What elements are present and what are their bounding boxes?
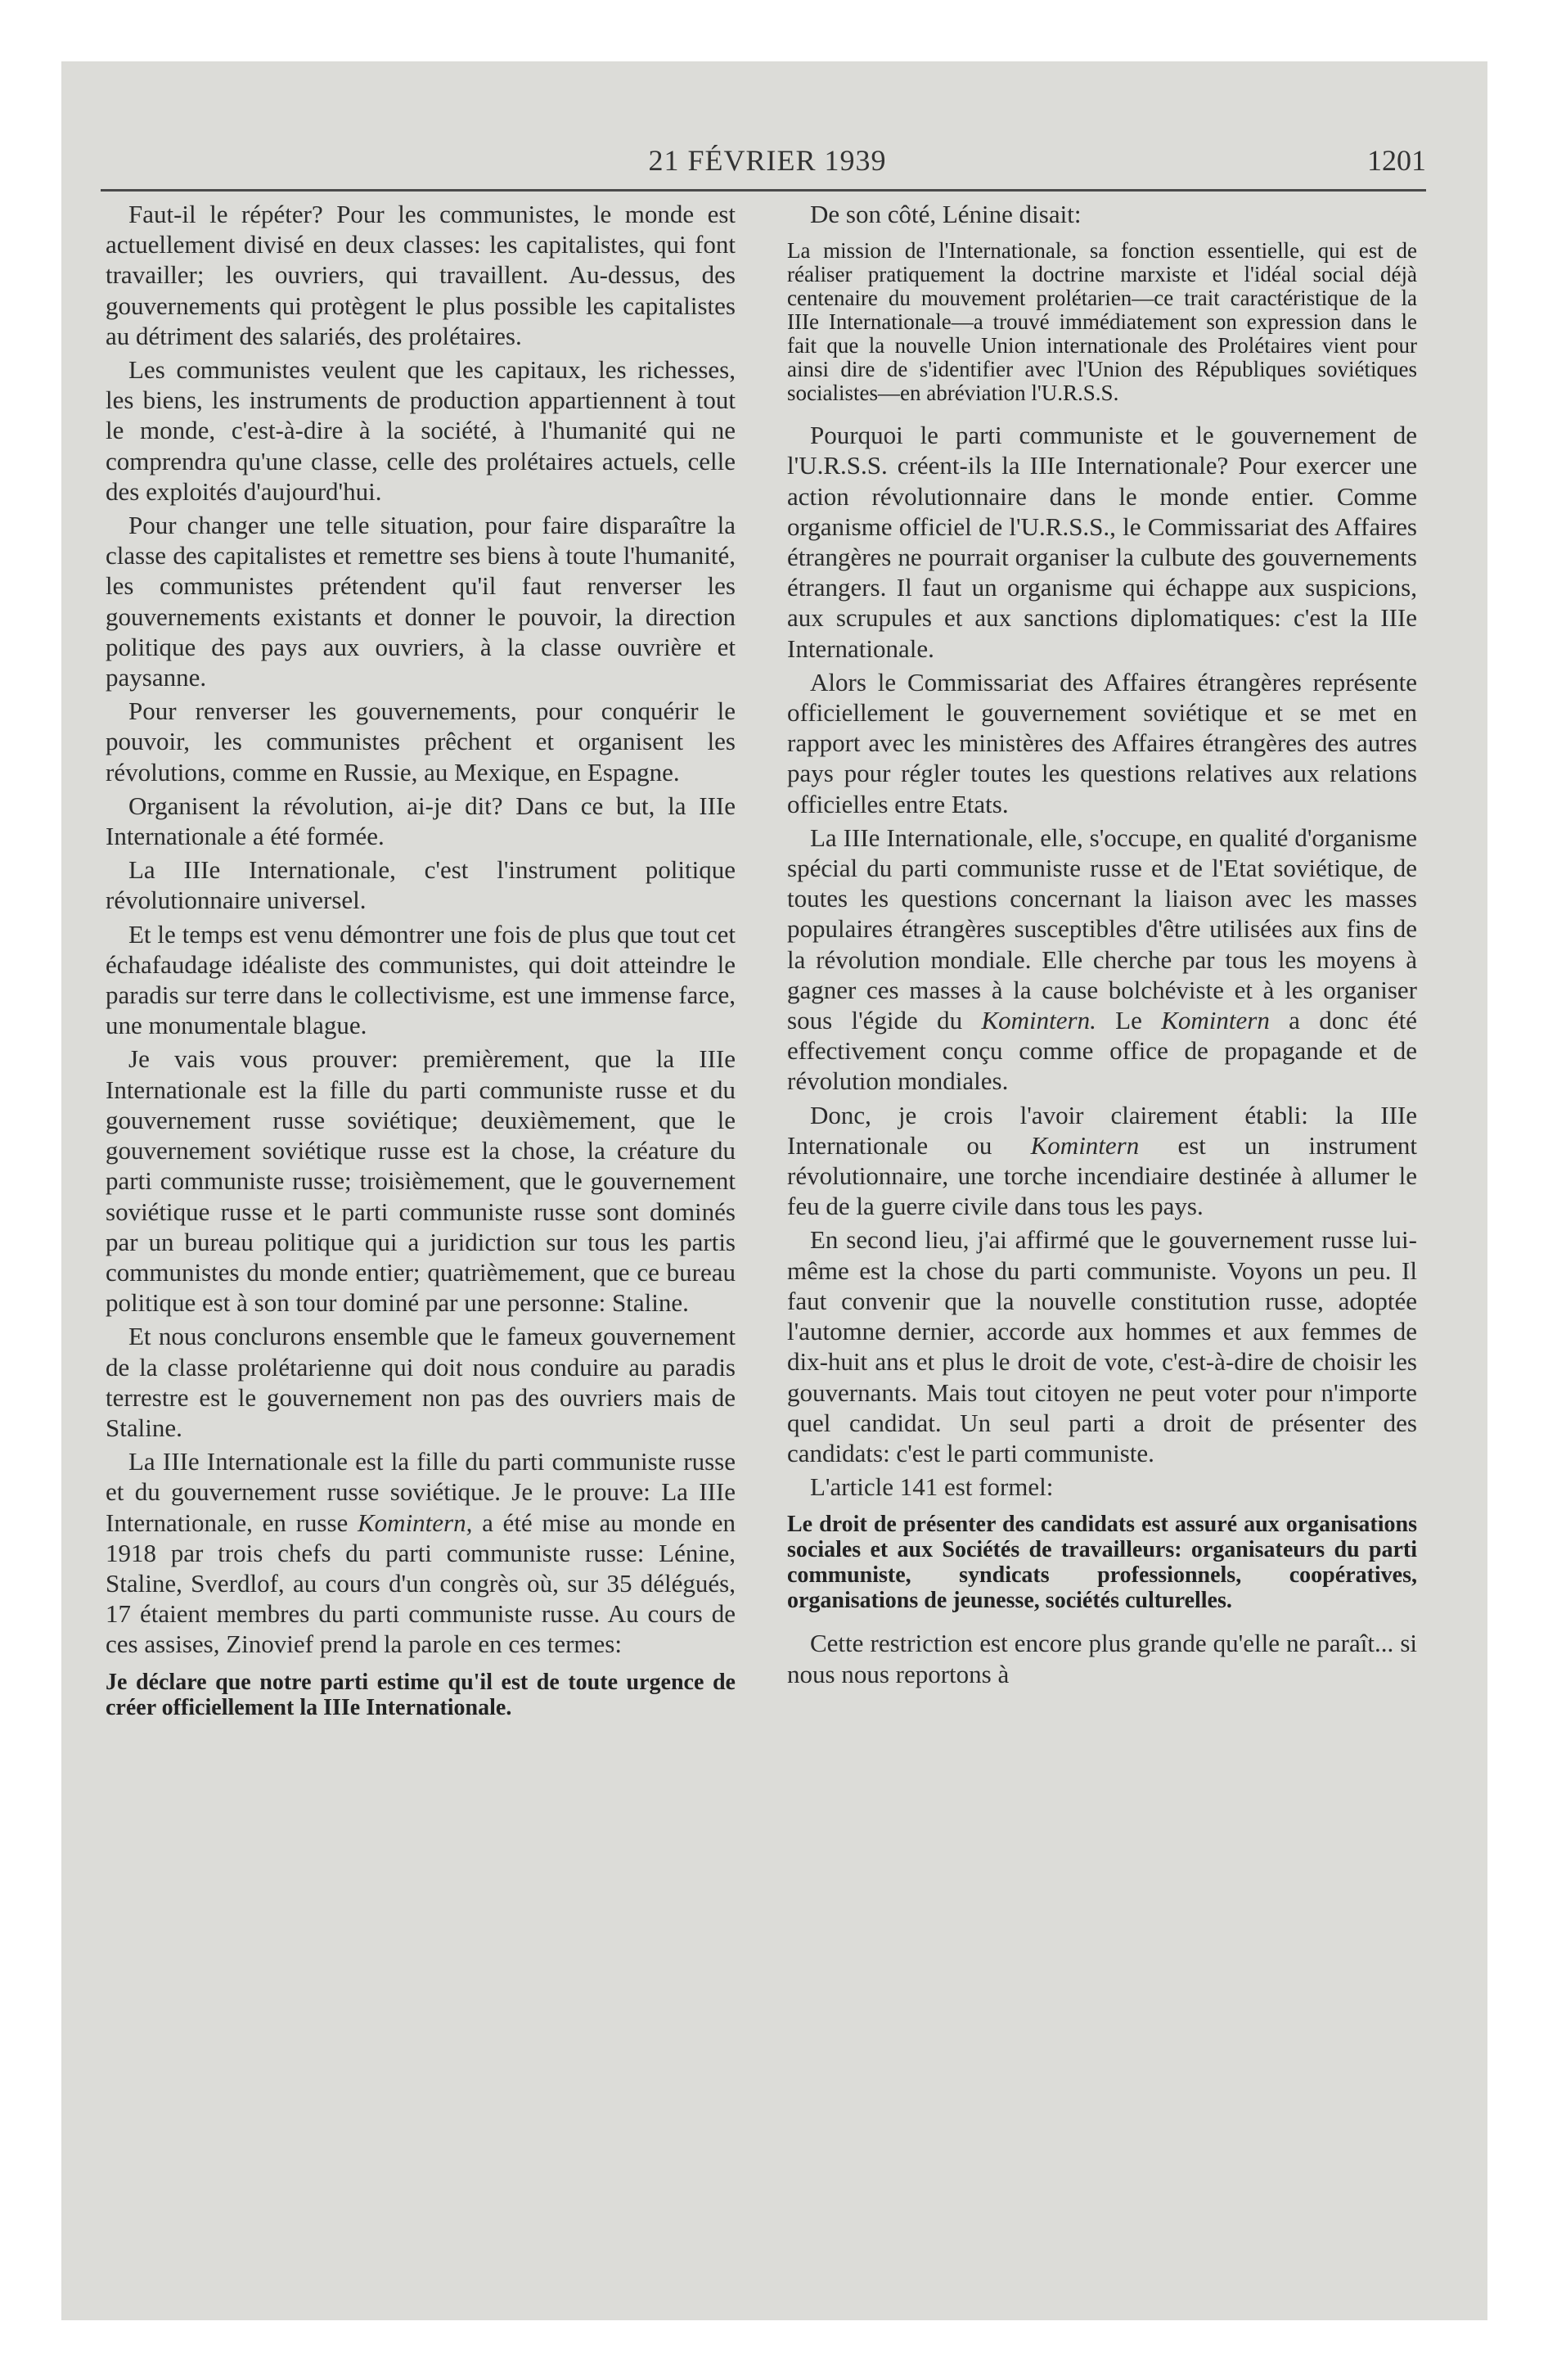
- page-number: 1201: [1367, 144, 1426, 177]
- paragraph: Cette restriction est encore plus grande qu'elle ne paraît... si nous nous reportons à: [787, 1629, 1417, 1688]
- right-column: [787, 199, 1417, 1693]
- text-run: La IIIe Internationale, elle, s'occupe, en qualité d'organisme spécial du parti communiste russe et de l'Etat soviétique, de toutes les questions concernant la liaison avec les masses populaires étrangères susceptibles d'être utilisées aux fins de la révolution mondiale. Elle cherche par tous les moyens à gagner ces masses à la cause bolchéviste et à les organiser sous l'égide du: [787, 823, 1417, 1035]
- header-date: 21 FÉVRIER 1939: [648, 144, 887, 177]
- text-run: Le: [1096, 1006, 1162, 1035]
- paragraph: [106, 1446, 736, 1659]
- paragraph: [787, 823, 1417, 1097]
- italic-term: Komintern: [1161, 1006, 1270, 1035]
- paragraph: De son côté, Lénine disait:: [810, 200, 1082, 228]
- block-quote: La mission de l'Internationale, sa fonction essentielle, qui est de réaliser pratiquement la doctrine marxiste et l'idéal social déjà centenaire du mouvement prolétarien—ce trait caractéristique de la IIIe Internationale—a trouvé immédiatement son expression dans le fait que la nouvelle Union internationale des Prolétaires vient pour ainsi dire de s'identifier avec l'Union des Républiques soviétiques socialistes—en abréviation l'U.R.S.S.: [787, 238, 1417, 406]
- text-run: La IIIe Internationale est la fille du parti communiste russe et du gouvernement russe soviétique. Je le prouve: La IIIe Internationale, en russe: [106, 1447, 736, 1537]
- paragraph: Les communistes veulent que les capitaux, les richesses, les biens, les instruments de production appartiennent à tout le monde, c'est-à-dire à la société, à l'humanité qui ne comprendra qu'une classe, celle des prolétaires actuels, celle des exploités d'aujourd'hui.: [106, 355, 736, 506]
- paragraph: Pourquoi le parti communiste et le gouvernement de l'U.R.S.S. créent-ils la IIIe Internationale? Pour exercer une action révolutionnaire dans le monde entier. Comme organisme officiel de l'U.R.S.S., le Commissariat des Affaires étrangères ne pourrait organiser la culbute des gouvernements étrangers. Il faut un organisme qui échappe aux suspicions, aux scrupules et aux sanctions diplomatiques: c'est la IIIe Internationale.: [787, 421, 1417, 663]
- paragraph: Pour changer une telle situation, pour faire disparaître la classe des capitalistes et remettre ses biens à toute l'humanité, les communistes prétendent qu'il faut renverser les gouvernements existants et donner le pouvoir, la direction politique des pays aux ouvriers, à la classe ouvrière et paysanne.: [106, 511, 736, 692]
- paragraph: Organisent la révolution, ai-je dit? Dans ce but, la IIIe Internationale a été formée.: [106, 791, 736, 851]
- page-header: [109, 143, 1426, 192]
- paragraph: En second lieu, j'ai affirmé que le gouvernement russe lui-même est la chose du parti communiste. Voyons un peu. Il faut convenir que la nouvelle constitution russe, adoptée l'automne dernier, accorde aux hommes et aux femmes de dix-huit ans et plus le droit de vote, c'est-à-dire de choisir les gouvernants. Mais tout citoyen ne peut voter pour n'importe quel candidat. Un seul parti a droit de présenter des candidats: c'est le parti communiste.: [787, 1225, 1417, 1467]
- paragraph: Et nous conclurons ensemble que le fameux gouvernement de la classe prolétarienne qui doit nous conduire au paradis terrestre est le gouvernement non pas des ouvriers mais de Staline.: [106, 1322, 736, 1442]
- paragraph: Pour renverser les gouvernements, pour conquérir le pouvoir, les communistes prêchent et organisent les révolutions, comme en Russie, au Mexique, en Espagne.: [106, 696, 736, 787]
- paragraph: Je vais vous prouver: premièrement, que la IIIe Internationale est la fille du parti communiste russe et du gouvernement russe soviétique; deuxièmement, que le gouvernement soviétique russe est la chose, la créature du parti communiste russe; troisièmement, que le gouvernement soviétique russe et le parti communiste russe sont dominés par un bureau politique qui a juridiction sur tous les partis communistes du monde entier; quatrièmement, que ce bureau politique est à son tour dominé par une personne: Staline.: [106, 1044, 736, 1318]
- text-run: Donc, je crois l'avoir clairement établi: la IIIe Internationale ou: [787, 1100, 1417, 1160]
- text-run: est un instrument révolutionnaire, une torche incendiaire destinée à allumer le feu de la guerre civile dans tous les pays.: [787, 1130, 1417, 1221]
- scanned-page: [61, 61, 1487, 2320]
- paragraph: Et le temps est venu démontrer une fois de plus que tout cet échafaudage idéaliste des communistes, qui doit atteindre le paradis sur terre dans le collectivisme, est une immense farce, une monumentale blague.: [106, 919, 736, 1040]
- header-rule: [101, 189, 1426, 192]
- paragraph: Alors le Commissariat des Affaires étrangères représente officiellement le gouvernement soviétique et se met en rapport avec les ministères des Affaires étrangères des autres pays pour régler toutes les questions relatives aux relations officielles entre Etats.: [787, 667, 1417, 818]
- block-quote: Je déclare que notre parti estime qu'il est de toute urgence de créer officiellement la IIIe Internationale.: [106, 1669, 736, 1720]
- paragraph: [787, 1100, 1417, 1222]
- text-run: a donc été effectivement conçu comme office de propagande et de révolution mondiales.: [787, 1006, 1417, 1096]
- text-run: a été mise au monde en 1918 par trois chefs du parti communiste russe: Lénine, Staline, Sverdlof, au cours d'un congrès où, sur 35 délégués, 17 étaient membres du parti communiste russe. Au cours de ces assises, Zinovief prend la parole en ces termes:: [106, 1508, 736, 1659]
- block-quote: Le droit de présenter des candidats est assuré aux organisations sociales et aux Sociétés de travailleurs: organisateurs du parti communiste, syndicats professionnels, coopératives, organisations de jeunesse, sociétés culturelles.: [787, 1512, 1417, 1614]
- italic-term: Komintern.: [981, 1006, 1096, 1035]
- italic-term: Komintern: [1030, 1130, 1140, 1160]
- left-column: [106, 199, 736, 1735]
- paragraph: Faut-il le répéter? Pour les communistes, le monde est actuellement divisé en deux classes: les capitalistes, qui font travailler; les ouvriers, qui travaillent. Au-dessus, des gouvernements qui protègent le plus possible les capitalistes au détriment des salariés, des prolétaires.: [106, 200, 736, 350]
- italic-term: Komintern,: [358, 1508, 473, 1537]
- paragraph: La IIIe Internationale, c'est l'instrument politique révolutionnaire universel.: [106, 855, 736, 915]
- paragraph: L'article 141 est formel:: [810, 1472, 1054, 1502]
